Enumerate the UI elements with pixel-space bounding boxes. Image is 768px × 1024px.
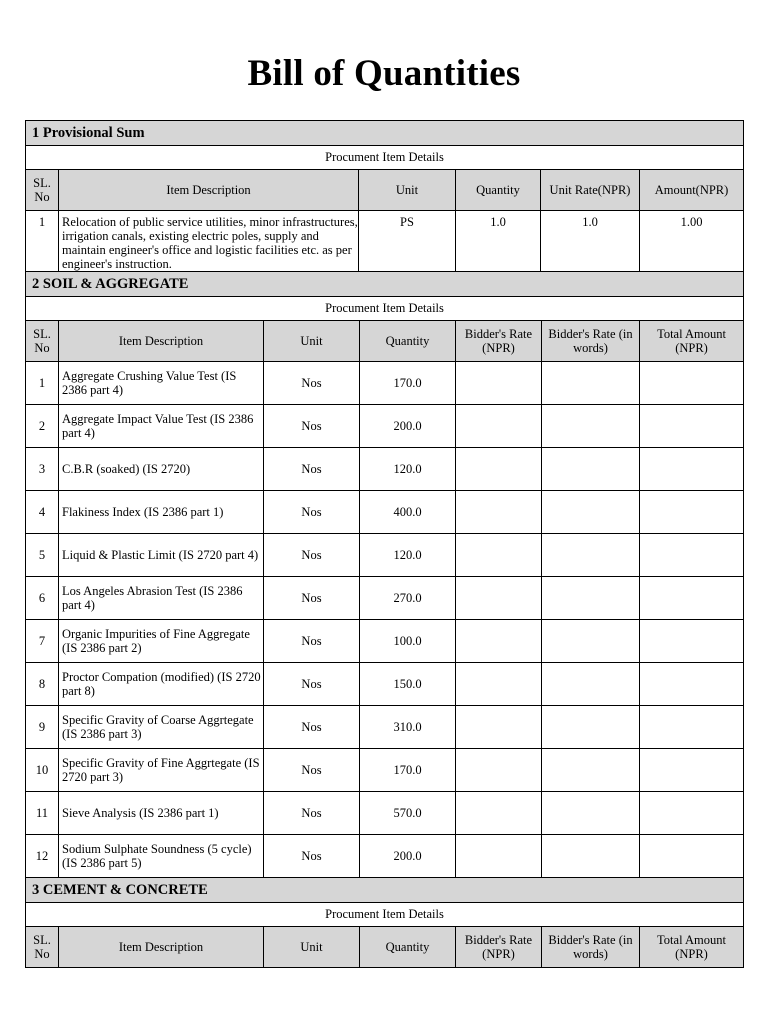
document-title: Bill of Quantities <box>247 53 521 94</box>
sl-no: 4 <box>26 491 59 534</box>
total-amount-cell[interactable] <box>640 663 744 706</box>
total-amount-cell[interactable] <box>640 749 744 792</box>
item-description: Specific Gravity of Coarse Aggrtegate (IS 2386 part 3) <box>59 706 264 749</box>
procurement-label: Procument Item Details <box>26 903 744 927</box>
unit: Nos <box>264 663 360 706</box>
item-description: Sodium Sulphate Soundness (5 cycle) (IS 2386 part 5) <box>59 835 264 878</box>
sl-no: 6 <box>26 577 59 620</box>
table-row <box>26 405 744 448</box>
col-header-quantity: Quantity <box>456 170 541 211</box>
col-header-amount: Amount(NPR) <box>640 170 744 211</box>
sl-no: 1 <box>26 211 59 272</box>
table-row <box>26 792 744 835</box>
sl-no: 12 <box>26 835 59 878</box>
section-provisional-sum-table <box>25 120 744 272</box>
unit: Nos <box>264 405 360 448</box>
quantity: 400.0 <box>360 491 456 534</box>
quantity: 200.0 <box>360 835 456 878</box>
bidder-rate-words-input[interactable] <box>542 362 640 405</box>
unit: Nos <box>264 835 360 878</box>
quantity: 310.0 <box>360 706 456 749</box>
col-header-bidder-rate-words: Bidder's Rate (in words) <box>542 321 640 362</box>
bidder-rate-input[interactable] <box>456 534 542 577</box>
item-description: C.B.R (soaked) (IS 2720) <box>59 448 264 491</box>
procurement-label: Procument Item Details <box>26 297 744 321</box>
total-amount-cell[interactable] <box>640 792 744 835</box>
bidder-rate-input[interactable] <box>456 577 542 620</box>
total-amount-cell[interactable] <box>640 491 744 534</box>
bidder-rate-words-input[interactable] <box>542 620 640 663</box>
sl-no: 3 <box>26 448 59 491</box>
table-row <box>26 706 744 749</box>
bidder-rate-input[interactable] <box>456 835 542 878</box>
table-row <box>26 663 744 706</box>
sl-no: 8 <box>26 663 59 706</box>
total-amount-cell[interactable] <box>640 448 744 491</box>
total-amount-cell[interactable] <box>640 534 744 577</box>
col-header-unit: Unit <box>264 321 360 362</box>
col-header-quantity: Quantity <box>360 321 456 362</box>
unit: Nos <box>264 792 360 835</box>
col-header-bidder-rate-words: Bidder's Rate (in words) <box>542 927 640 968</box>
bidder-rate-input[interactable] <box>456 362 542 405</box>
table-row <box>26 362 744 405</box>
bidder-rate-input[interactable] <box>456 706 542 749</box>
quantity: 170.0 <box>360 362 456 405</box>
table-row <box>26 211 744 272</box>
unit: Nos <box>264 534 360 577</box>
unit: Nos <box>264 706 360 749</box>
bidder-rate-words-input[interactable] <box>542 534 640 577</box>
bidder-rate-input[interactable] <box>456 448 542 491</box>
quantity: 570.0 <box>360 792 456 835</box>
bidder-rate-input[interactable] <box>456 405 542 448</box>
col-header-description: Item Description <box>59 170 359 211</box>
bidder-rate-words-input[interactable] <box>542 792 640 835</box>
table-row <box>26 491 744 534</box>
quantity: 270.0 <box>360 577 456 620</box>
sl-no: 1 <box>26 362 59 405</box>
quantity: 100.0 <box>360 620 456 663</box>
item-description: Sieve Analysis (IS 2386 part 1) <box>59 792 264 835</box>
item-description: Aggregate Impact Value Test (IS 2386 part 4) <box>59 405 264 448</box>
item-description: Organic Impurities of Fine Aggregate (IS 2386 part 2) <box>59 620 264 663</box>
total-amount-cell[interactable] <box>640 362 744 405</box>
section-heading: 2 SOIL & AGGREGATE <box>26 272 744 297</box>
sl-no: 5 <box>26 534 59 577</box>
quantity: 200.0 <box>360 405 456 448</box>
unit: Nos <box>264 448 360 491</box>
unit: Nos <box>264 620 360 663</box>
section-heading: 3 CEMENT & CONCRETE <box>26 878 744 903</box>
boq-sheet <box>25 120 743 968</box>
col-header-total-amount: Total Amount (NPR) <box>640 927 744 968</box>
quantity: 120.0 <box>360 534 456 577</box>
sl-no: 11 <box>26 792 59 835</box>
unit: Nos <box>264 749 360 792</box>
col-header-sl: SL. No <box>26 927 59 968</box>
bidder-rate-words-input[interactable] <box>542 448 640 491</box>
table-row <box>26 749 744 792</box>
section-heading: 1 Provisional Sum <box>26 121 744 146</box>
total-amount-cell[interactable] <box>640 577 744 620</box>
col-header-sl: SL. No <box>26 321 59 362</box>
col-header-total-amount: Total Amount (NPR) <box>640 321 744 362</box>
item-description: Liquid & Plastic Limit (IS 2720 part 4) <box>59 534 264 577</box>
col-header-quantity: Quantity <box>360 927 456 968</box>
item-description: Proctor Compation (modified) (IS 2720 part 8) <box>59 663 264 706</box>
bidder-rate-words-input[interactable] <box>542 749 640 792</box>
unit: Nos <box>264 577 360 620</box>
bidder-rate-words-input[interactable] <box>542 706 640 749</box>
bidder-rate-input[interactable] <box>456 620 542 663</box>
table-row <box>26 448 744 491</box>
item-description: Los Angeles Abrasion Test (IS 2386 part 4) <box>59 577 264 620</box>
col-header-bidder-rate: Bidder's Rate (NPR) <box>456 927 542 968</box>
item-description: Relocation of public service utilities, minor infrastructures, irrigation canals, existing electric poles, supply and maintain engineer's office and logistic facilities etc. as per engineer's instruction. <box>59 211 359 272</box>
col-header-unit: Unit <box>264 927 360 968</box>
section-soil-aggregate-table <box>25 271 744 878</box>
table-row <box>26 835 744 878</box>
unit-rate: 1.0 <box>541 211 640 272</box>
col-header-sl: SL. No <box>26 170 59 211</box>
item-description: Aggregate Crushing Value Test (IS 2386 part 4) <box>59 362 264 405</box>
sl-no: 9 <box>26 706 59 749</box>
unit: Nos <box>264 362 360 405</box>
table-row <box>26 577 744 620</box>
col-header-unit-rate: Unit Rate(NPR) <box>541 170 640 211</box>
quantity: 170.0 <box>360 749 456 792</box>
unit: PS <box>359 211 456 272</box>
soil-aggregate-rows <box>26 362 744 878</box>
table-row <box>26 620 744 663</box>
bidder-rate-words-input[interactable] <box>542 491 640 534</box>
total-amount-cell[interactable] <box>640 620 744 663</box>
procurement-label: Procument Item Details <box>26 146 744 170</box>
quantity: 120.0 <box>360 448 456 491</box>
col-header-description: Item Description <box>59 927 264 968</box>
total-amount-cell[interactable] <box>640 405 744 448</box>
col-header-unit: Unit <box>359 170 456 211</box>
quantity: 1.0 <box>456 211 541 272</box>
col-header-bidder-rate: Bidder's Rate (NPR) <box>456 321 542 362</box>
bidder-rate-words-input[interactable] <box>542 405 640 448</box>
section-cement-concrete-table <box>25 877 744 968</box>
item-description: Flakiness Index (IS 2386 part 1) <box>59 491 264 534</box>
sl-no: 10 <box>26 749 59 792</box>
bidder-rate-words-input[interactable] <box>542 835 640 878</box>
amount: 1.00 <box>640 211 744 272</box>
bidder-rate-input[interactable] <box>456 749 542 792</box>
sl-no: 7 <box>26 620 59 663</box>
bidder-rate-words-input[interactable] <box>542 577 640 620</box>
col-header-description: Item Description <box>59 321 264 362</box>
unit: Nos <box>264 491 360 534</box>
sl-no: 2 <box>26 405 59 448</box>
quantity: 150.0 <box>360 663 456 706</box>
bidder-rate-words-input[interactable] <box>542 663 640 706</box>
item-description: Specific Gravity of Fine Aggrtegate (IS 2720 part 3) <box>59 749 264 792</box>
total-amount-cell[interactable] <box>640 835 744 878</box>
bidder-rate-input[interactable] <box>456 491 542 534</box>
bidder-rate-input[interactable] <box>456 792 542 835</box>
table-row <box>26 534 744 577</box>
total-amount-cell[interactable] <box>640 706 744 749</box>
bidder-rate-input[interactable] <box>456 663 542 706</box>
